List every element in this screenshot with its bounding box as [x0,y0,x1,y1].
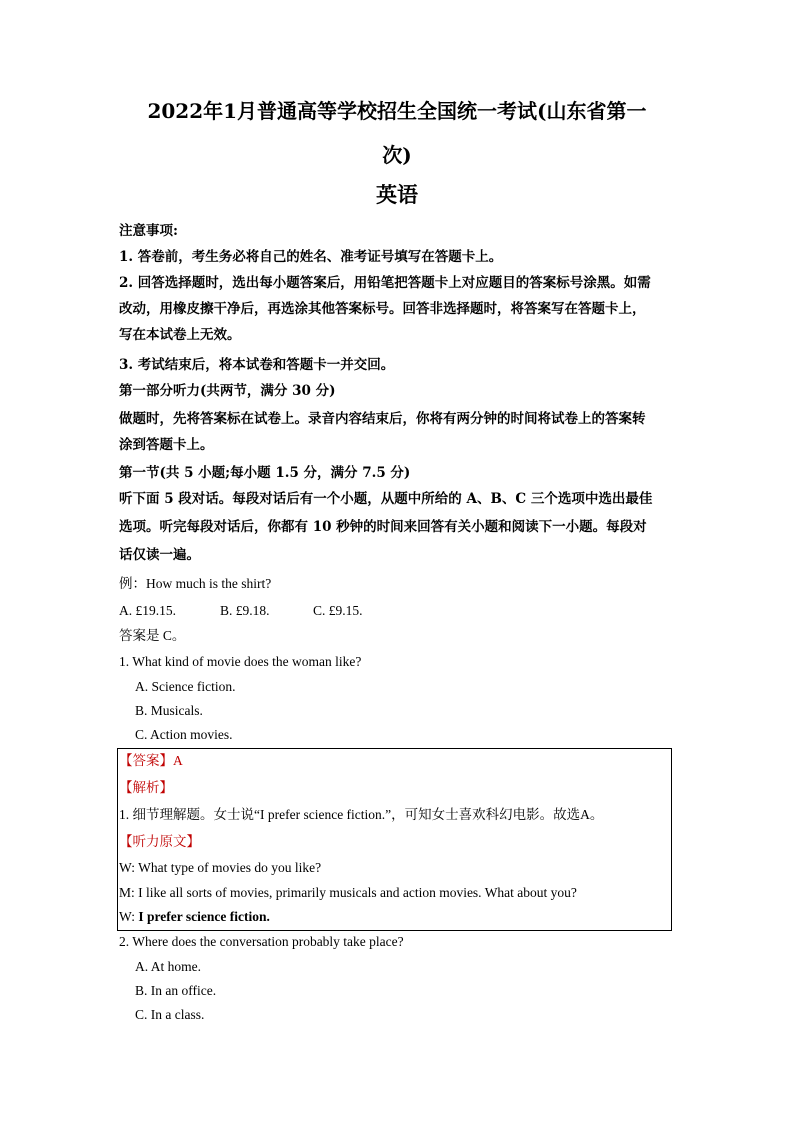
part1-instruction-b: 涂到答题卡上。 [119,437,214,453]
q2-option-a: A. At home. [135,959,201,974]
q1-option-a: A. Science fiction. [135,679,236,694]
analysis-text: 1. 细节理解题。女士说“I prefer science fiction.”，可知女士喜欢科幻电影。故选A。 [119,807,604,822]
answer-label: 【答案】 [119,753,173,768]
q2-option-b: B. In an office. [135,983,217,998]
q1-answer [119,752,679,770]
q1-option-b: B. Musicals. [135,703,203,718]
answer-value: A [173,753,183,768]
q1-question: 1. What kind of movie does the woman like? [119,654,362,669]
section1-instruction-c: 话仅读一遍。 [119,547,200,563]
example-option-c: C. £9.15. [313,603,363,618]
transcript-line-w1: W: What type of movies do you like? [119,860,322,875]
example-option-b: B. £9.18. [220,603,270,618]
notice-item-2c: 写在本试卷上无效。 [119,327,241,343]
notice-item-2a: 2. 回答选择题时，选出每小题答案后，用铅笔把答题卡上对应题目的答案标号涂黑。如需 [119,275,651,291]
analysis-label: 【解析】 [119,780,173,795]
exam-title-line2: 次) [382,143,412,167]
notice-item-3: 3. 考试结束后，将本试卷和答题卡一并交回。 [119,357,395,373]
q1-option-c: C. Action movies. [135,727,233,742]
transcript-label: 【听力原文】 [119,834,200,849]
subject-title: 英语 [376,182,418,207]
section1-instruction-b: 选项。听完每段对话后，你都有 10 秒钟的时间来回答有关小题和阅读下一小题。每段对 [119,519,647,535]
notice-item-1: 1. 答卷前，考生务必将自己的姓名、准考证号填写在答题卡上。 [119,249,503,265]
part1-heading: 第一部分听力(共两节，满分 30 分) [119,383,336,399]
transcript-line-w2 [119,908,679,926]
notice-heading: 注意事项: [119,223,178,239]
example-question: 例：How much is the shirt? [119,576,272,591]
q2-option-c: C. In a class. [135,1007,205,1022]
q2-question: 2. Where does the conversation probably take place? [119,934,404,949]
example-option-a: A. £19.15. [119,603,176,618]
transcript-line-m: M: I like all sorts of movies, primarily musicals and action movies. What about you? [119,885,577,900]
exam-title-line1: 2022年1月普通高等学校招生全国统一考试(山东省第一 [147,99,647,123]
transcript-w2-prefix: W: [119,909,139,924]
part1-instruction-a: 做题时，先将答案标在试卷上。录音内容结束后，你将有两分钟的时间将试卷上的答案转 [119,411,646,427]
section1-instruction-a: 听下面 5 段对话。每段对话后有一个小题，从题中所给的 A、B、C 三个选项中选出最佳 [119,491,653,507]
example-answer: 答案是 C。 [119,628,186,643]
notice-item-2b: 改动，用橡皮擦干净后，再选涂其他答案标号。回答非选择题时，将答案写在答题卡上， [119,301,646,317]
section1-heading: 第一节(共 5 小题;每小题 1.5 分，满分 7.5 分) [119,465,411,481]
transcript-w2-bold: I prefer science fiction. [138,909,270,924]
